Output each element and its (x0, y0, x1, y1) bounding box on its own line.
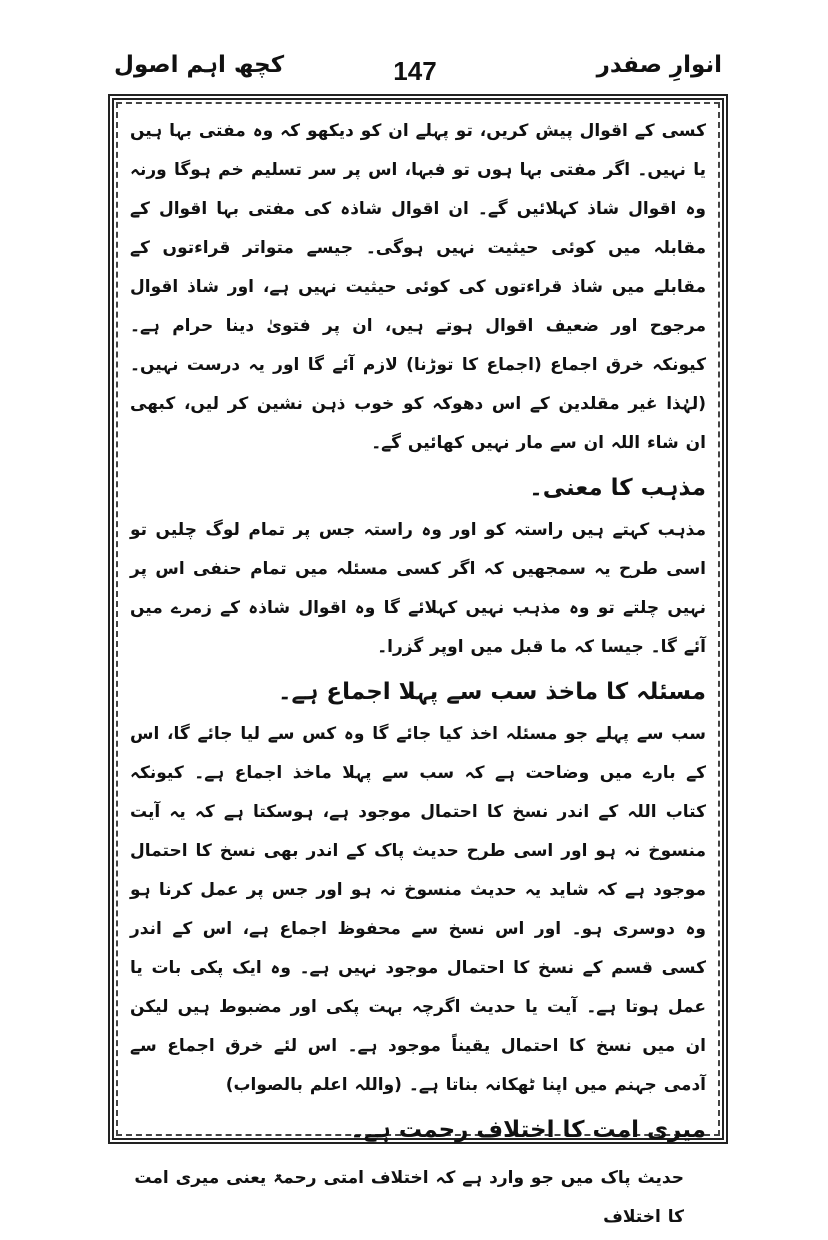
page-body (130, 112, 706, 1227)
heading-ikhtilaf-rahmat: میری امت کا اختلاف رحمت ہے۔ (350, 1117, 706, 1143)
heading-madhab-meaning: مذہب کا معنی۔ (529, 475, 706, 501)
page-number: 147 (393, 56, 437, 86)
running-header (108, 50, 722, 94)
paragraph-madhab-meaning: مذہب کہتے ہیں راستہ کو اور وہ راستہ جس پر تمام لوگ چلیں تو اسی طرح یہ سمجھیں کہ اگر کسی مسئلہ میں تمام حنفی اس پر نہیں چلتے تو وہ مذہب نہیں کہلائے گا وہ اقوال شاذہ کے زمرے میں آئے گا۔ جیسا کہ ما قبل میں اوپر گزرا۔ (130, 520, 706, 657)
page-border-frame (108, 94, 728, 1227)
paragraph-first-source-ijma: سب سے پہلے جو مسئلہ اخذ کیا جائے گا وہ کس سے لیا جائے گا، اس کے بارے میں وضاحت ہے کہ سب سے پہلا ماخذ اجماع ہے۔ کیونکہ کتاب اللہ کے اندر نسخ کا احتمال موجود ہے، ہوسکتا ہے کہ یہ آیت منسوخ نہ ہو اور اسی طرح حدیث پاک کے اندر بھی نسخ کا احتمال موجود ہے کہ شاید یہ حدیث منسوخ نہ ہو اور جس پر عمل کرنا ہو وہ دوسری ہو۔ اور اس نسخ سے محفوظ اجماع ہے، اس کے اندر کسی قسم کے نسخ کا احتمال موجود نہیں ہے۔ وہ ایک پکی بات یا عمل ہوتا ہے۔ آیت یا حدیث اگرچہ بہت پکی اور مضبوط ہیں لیکن ان میں نسخ کا احتمال یقیناً موجود ہے۔ اس لئے خرق اجماع سے آدمی جہنم میں اپنا ٹھکانہ بناتا ہے۔ (واللہ اعلم بالصواب) (130, 724, 706, 1095)
book-title: انوارِ صفدر (596, 52, 722, 78)
chapter-title: کچھ اہم اصول (114, 52, 285, 78)
paragraph-intro: کسی کے اقوال پیش کریں، تو پہلے ان کو دیکھو کہ وہ مفتی بہا ہیں یا نہیں۔ اگر مفتی بہا ہوں تو فبہا، اس پر سر تسلیم خم ہوگا ورنہ وہ اقوال شاذ کہلائیں گے۔ ان اقوال شاذہ کی مفتی بہا اقوال کے مقابلہ میں کوئی حیثیت نہیں ہوگی۔ جیسے متواتر قراءتوں کے مقابلے میں شاذ قراءتوں کی کوئی حیثیت نہیں ہے، اور شاذ اقوال مرجوح اور ضعیف اقوال ہوتے ہیں، ان پر فتویٰ دینا حرام ہے۔ کیونکہ خرق اجماع (اجماع کا توڑنا) لازم آئے گا اور یہ درست نہیں۔ (لہٰذا غیر مقلدین کے اس دھوکہ کو خوب ذہن نشین کر لیں، کبھی ان شاء اللہ ان سے مار نہیں کھائیں گے۔ (130, 121, 706, 453)
paragraph-ikhtilaf-rahmat: حدیث پاک میں جو وارد ہے کہ اختلاف امتی رحمۃ یعنی میری امت کا اختلاف (134, 1168, 684, 1227)
heading-first-source-ijma: مسئلہ کا ماخذ سب سے پہلا اجماع ہے۔ (278, 679, 706, 705)
